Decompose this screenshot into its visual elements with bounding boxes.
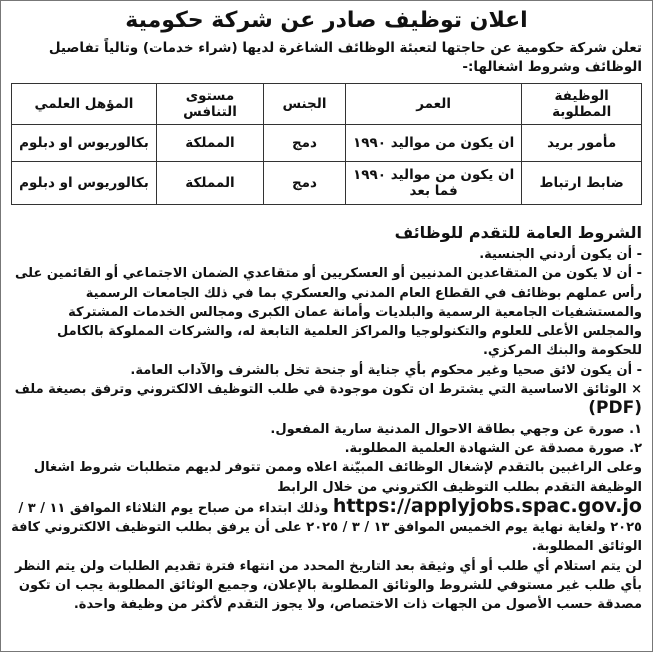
condition-item: - أن يكون أردني الجنسية. bbox=[479, 247, 642, 262]
cell-gender: دمج bbox=[264, 125, 346, 162]
conditions-heading: الشروط العامة للتقدم للوظائف bbox=[394, 223, 642, 242]
apply-url-link[interactable]: https://applyjobs.spac.gov.jo bbox=[332, 494, 642, 517]
closing-notice: لن يتم استلام أي طلب أو أي وثيقة بعد التاريخ المحدد من انتهاء فترة تقديم الطلبات ولن يتم النظر بأي طلب غير مستوفي للشروط والوثائق المطلوبة بالإعلان، وجميع الوثائق المطلوبة يجب ان تكون مصدقة حسب الأصول من الجهات ذات الاختصاص، ولا يجوز التقدم لأكثر من وظيفة واحدة. bbox=[15, 558, 642, 613]
apply-text-post: وذلك ابتداء من صباح يوم الثلاثاء الموافق ١١ / ٣ / ٢٠٢٥ ولغاية نهاية يوم الخميس الموافق ١٣ / ٣ / ٢٠٢٥ على أن يرفق بطلب التوظيف الالكتروني كافة الوثائق المطلوبة. bbox=[11, 500, 642, 555]
document-item: ٢. صورة مصدقة عن الشهادة العلمية المطلوبة. bbox=[344, 440, 642, 456]
jobs-table bbox=[11, 83, 642, 205]
header-age: العمر bbox=[345, 84, 521, 125]
cell-gender: دمج bbox=[264, 162, 346, 205]
cell-job: ضابط ارتباط bbox=[522, 162, 642, 205]
documents-intro bbox=[11, 380, 642, 420]
table-row bbox=[12, 125, 642, 162]
table-header-row bbox=[12, 84, 642, 125]
cell-age: ان يكون من مواليد ١٩٩٠ فما بعد bbox=[345, 162, 521, 205]
condition-item: - أن يكون لائق صحيا وغير محكوم بأي جناية أو جنحة تخل بالشرف والآداب العامة. bbox=[130, 362, 642, 378]
condition-item: - أن لا يكون من المتقاعدين المدنيين أو العسكريين أو متقاعدي الضمان الاجتماعي أو القائمين على رأس عملهم بوظائف في القطاع العام المدني والعسكري بما في ذلك الجامعات الرسمية والمستشفيات الجامعية الرسمية والبلديات وأمانة عمان الكبرى ومجالس الخدمات المشتركة والمجلس الأعلى للعلوم والتكنولوجيا والمراكز العلمية التابعة له، والشركات المملوكة بالكامل للحكومة والبنك المركزي. bbox=[14, 266, 642, 359]
cell-age: ان يكون من مواليد ١٩٩٠ bbox=[345, 125, 521, 162]
document-item: ١. صورة عن وجهي بطاقة الاحوال المدنية سارية المفعول. bbox=[270, 421, 642, 437]
announcement-title: اعلان توظيف صادر عن شركة حكومية bbox=[125, 8, 528, 33]
header-competition: مستوى التنافس bbox=[156, 84, 263, 125]
cell-competition: المملكة bbox=[156, 162, 263, 205]
conditions-body bbox=[11, 245, 642, 615]
header-gender: الجنس bbox=[264, 84, 346, 125]
application-instructions bbox=[11, 458, 642, 556]
header-job: الوظيفة المطلوبة bbox=[522, 84, 642, 125]
table-row bbox=[12, 162, 642, 205]
cell-competition: المملكة bbox=[156, 125, 263, 162]
documents-intro-text: × الوثائق الاساسية التي يشترط ان تكون موجودة في طلب التوظيف الالكتروني وترفق بصيغة ملف bbox=[14, 382, 642, 398]
cell-qualification: بكالوريوس او دبلوم bbox=[12, 125, 157, 162]
cell-qualification: بكالوريوس او دبلوم bbox=[12, 162, 157, 205]
announcement-intro: تعلن شركة حكومية عن حاجتها لتعبئة الوظائف الشاغرة لديها (شراء خدمات) وتالياً تفاصيل الوظائف وشروط اشغالها:- bbox=[48, 40, 642, 75]
pdf-format-label: (PDF) bbox=[588, 398, 642, 419]
header-qualification: المؤهل العلمي bbox=[12, 84, 157, 125]
cell-job: مأمور بريد bbox=[522, 125, 642, 162]
apply-text-pre: وعلى الراغبين بالتقدم لإشغال الوظائف المبيّنة اعلاه وممن تتوفر لديهم متطلبات شروط اشغال الوظيفة التقدم بطلب التوظيف الكتروني من خلال الرابط bbox=[33, 460, 642, 495]
